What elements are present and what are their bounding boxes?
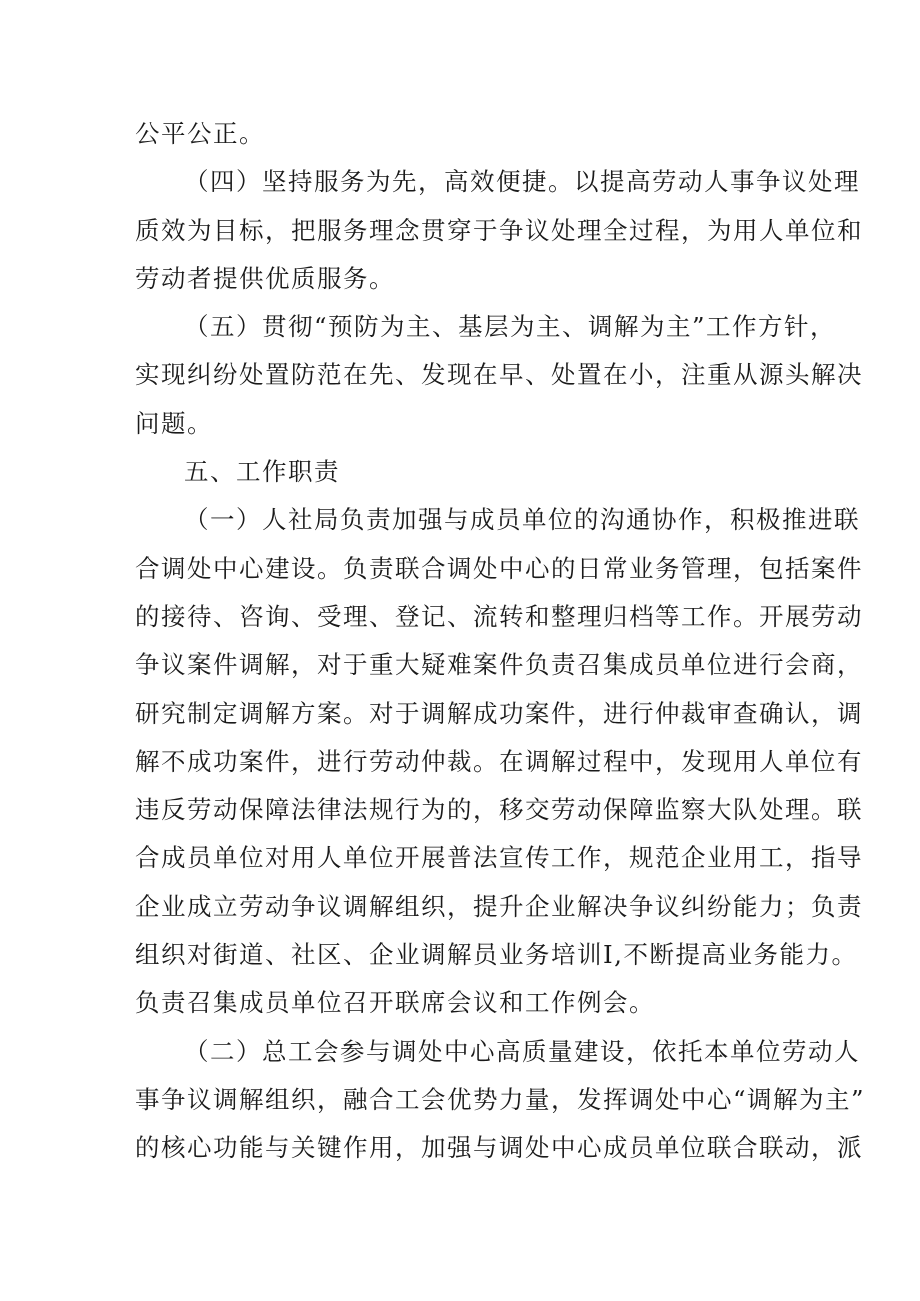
paragraph-duty-2	[135, 1028, 866, 1173]
text-line: 公平公正。	[135, 119, 265, 148]
text-line: 解不成功案件，进行劳动仲裁。在调解过程中，发现用人单位有	[135, 746, 863, 776]
text-line: 的核心功能与关键作用，加强与调处中心成员单位联合联动，派	[135, 1133, 863, 1163]
text-line: 问题。	[135, 408, 213, 438]
text-line: 违反劳动保障法律法规行为的，移交劳动保障监察大队处理。联	[135, 795, 863, 825]
text-line: 负责召集成员单位召开联席会议和工作例会。	[135, 988, 655, 1018]
paragraph-duty-1	[135, 496, 863, 1027]
paragraph-principle-5	[135, 303, 863, 448]
text-line: 质效为目标，把服务理念贯穿于争议处理全过程，为用人单位和	[135, 215, 863, 245]
document-body	[135, 110, 866, 1173]
text-line: 合调处中心建设。负责联合调处中心的日常业务管理，包括案件	[135, 553, 863, 583]
text-line: 组织对街道、社区、企业调解员业务培训Ⅰ,不断提高业务能力。	[135, 940, 858, 970]
paragraph-principle-4	[135, 158, 863, 303]
text-line: 实现纠纷处置防范在先、发现在早、处置在小，注重从源头解决	[135, 360, 863, 390]
text-line: 的接待、咨询、受理、登记、流转和整理归档等工作。开展劳动	[135, 601, 863, 631]
text-line: （五）贯彻“预防为主、基层为主、调解为主”工作方针，	[184, 312, 837, 342]
heading-text: 五、工作职责	[184, 457, 340, 487]
section-heading	[135, 448, 790, 496]
text-line: 合成员单位对用人单位开展普法宣传工作，规范企业用工，指导	[135, 843, 863, 873]
text-line: 企业成立劳动争议调解组织，提升企业解决争议纠纷能力；负责	[135, 891, 863, 921]
text-line: （一）人社局负责加强与成员单位的沟通协作，积极推进联	[184, 505, 860, 535]
text-line: 事争议调解组织，融合工会优势力量，发挥调处中心“调解为主”	[135, 1084, 866, 1114]
text-line: 争议案件调解，对于重大疑难案件负责召集成员单位进行会商，	[135, 650, 863, 680]
paragraph-fair	[135, 110, 790, 158]
text-line: （四）坚持服务为先，高效便捷。以提高劳动人事争议处理	[184, 167, 860, 197]
text-line: （二）总工会参与调处中心高质量建设，依托本单位劳动人	[184, 1036, 860, 1066]
text-line: 研究制定调解方案。对于调解成功案件，进行仲裁审查确认，调	[135, 698, 863, 728]
text-line: 劳动者提供优质服务。	[135, 263, 395, 293]
